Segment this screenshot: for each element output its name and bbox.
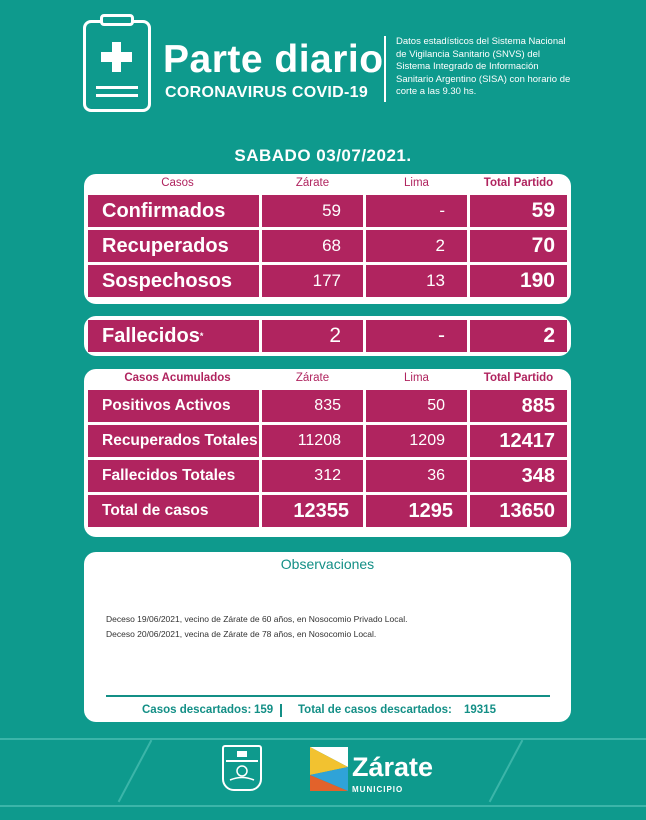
table-row xyxy=(88,460,567,492)
discarded-label: Casos descartados: xyxy=(142,704,252,716)
daily-cases-panel xyxy=(84,174,571,304)
value-zarate: 2 xyxy=(262,320,363,352)
table-row xyxy=(88,265,567,297)
value-lima: 50 xyxy=(366,390,467,422)
medical-cross-icon-bar xyxy=(101,52,132,62)
value-total: 348 xyxy=(470,460,567,492)
value-zarate: 312 xyxy=(262,460,363,492)
municipal-crest-icon xyxy=(222,745,262,791)
source-note: Datos estadísticos del Sistema Nacional de Vigilancia Sanitario (SNVS) del Sistema Integrado de Información Sanitario Argentino (SISA) con horario de corte a las 9.30 hs. xyxy=(396,36,571,97)
table-row-total xyxy=(88,495,567,527)
value-zarate: 11208 xyxy=(262,425,363,457)
value-total: 59 xyxy=(470,195,567,227)
table-row xyxy=(88,195,567,227)
clipboard-line xyxy=(96,86,138,89)
table-row xyxy=(88,320,567,352)
value-zarate: 835 xyxy=(262,390,363,422)
crest-drawing xyxy=(224,747,260,789)
page-title: Parte diario xyxy=(163,38,384,81)
footnote-marker: * xyxy=(199,331,204,341)
col-head-total: Total Partido xyxy=(483,177,554,189)
clipboard-line xyxy=(96,94,138,97)
row-label: Recuperados Totales xyxy=(88,425,259,457)
zarate-logo-icon xyxy=(310,747,348,791)
row-label: Positivos Activos xyxy=(88,390,259,422)
col-head-total: Total Partido xyxy=(483,372,554,384)
value-total: 70 xyxy=(470,230,567,262)
value-lima: 2 xyxy=(366,230,467,262)
value-total: 2 xyxy=(470,320,567,352)
observations-panel xyxy=(84,552,571,722)
value-total: 12417 xyxy=(470,425,567,457)
col-head-zarate: Zárate xyxy=(295,372,330,384)
footer-slash xyxy=(489,740,524,803)
value-lima: 1295 xyxy=(366,495,467,527)
table-row xyxy=(88,390,567,422)
row-label xyxy=(88,320,259,352)
footer-slash xyxy=(118,740,153,803)
row-label: Total de casos xyxy=(88,495,259,527)
value-zarate: 177 xyxy=(262,265,363,297)
value-total: 885 xyxy=(470,390,567,422)
deaths-panel xyxy=(84,316,571,356)
col-head-casos: Casos xyxy=(161,177,194,189)
value-total: 13650 xyxy=(470,495,567,527)
col-head-acumulados: Casos Acumulados xyxy=(124,372,231,384)
table-row xyxy=(88,425,567,457)
discarded-separator xyxy=(280,704,282,717)
value-zarate: 59 xyxy=(262,195,363,227)
deaths-label: Fallecidos xyxy=(102,324,200,347)
col-head-lima: Lima xyxy=(404,177,429,189)
value-lima: - xyxy=(366,320,467,352)
observations-divider xyxy=(106,695,550,697)
value-zarate: 12355 xyxy=(262,495,363,527)
footer-rule-top xyxy=(0,738,646,740)
accumulated-panel xyxy=(84,369,571,537)
total-discarded-label: Total de casos descartados: xyxy=(298,704,452,716)
col-head-lima: Lima xyxy=(404,372,429,384)
col-head-zarate: Zárate xyxy=(295,177,330,189)
page-subtitle: CORONAVIRUS COVID-19 xyxy=(165,84,369,101)
row-label: Recuperados xyxy=(88,230,259,262)
header-divider xyxy=(384,36,386,102)
brand-name: Zárate xyxy=(352,752,434,782)
table-row xyxy=(88,230,567,262)
value-zarate: 68 xyxy=(262,230,363,262)
row-label: Fallecidos Totales xyxy=(88,460,259,492)
clipboard-clip-icon xyxy=(100,14,134,26)
value-lima: 36 xyxy=(366,460,467,492)
value-lima: - xyxy=(366,195,467,227)
report-date: SABADO 03/07/2021. xyxy=(234,146,412,165)
discarded-value: 159 xyxy=(254,704,274,716)
row-label: Sospechosos xyxy=(88,265,259,297)
value-lima: 1209 xyxy=(366,425,467,457)
value-total: 190 xyxy=(470,265,567,297)
observation-line: Deceso 20/06/2021, vecina de Zárate de 78 años, en Nosocomio Local. xyxy=(106,629,377,639)
total-discarded-value: 19315 xyxy=(464,704,496,716)
row-label: Confirmados xyxy=(88,195,259,227)
value-lima: 13 xyxy=(366,265,467,297)
observations-title: Observaciones xyxy=(280,556,375,572)
footer-rule-bottom xyxy=(0,805,646,807)
observation-line: Deceso 19/06/2021, vecino de Zárate de 60 años, en Nosocomio Privado Local. xyxy=(106,614,408,624)
zarate-logo-drawing xyxy=(310,747,348,791)
brand-subtitle: MUNICIPIO xyxy=(352,785,404,794)
